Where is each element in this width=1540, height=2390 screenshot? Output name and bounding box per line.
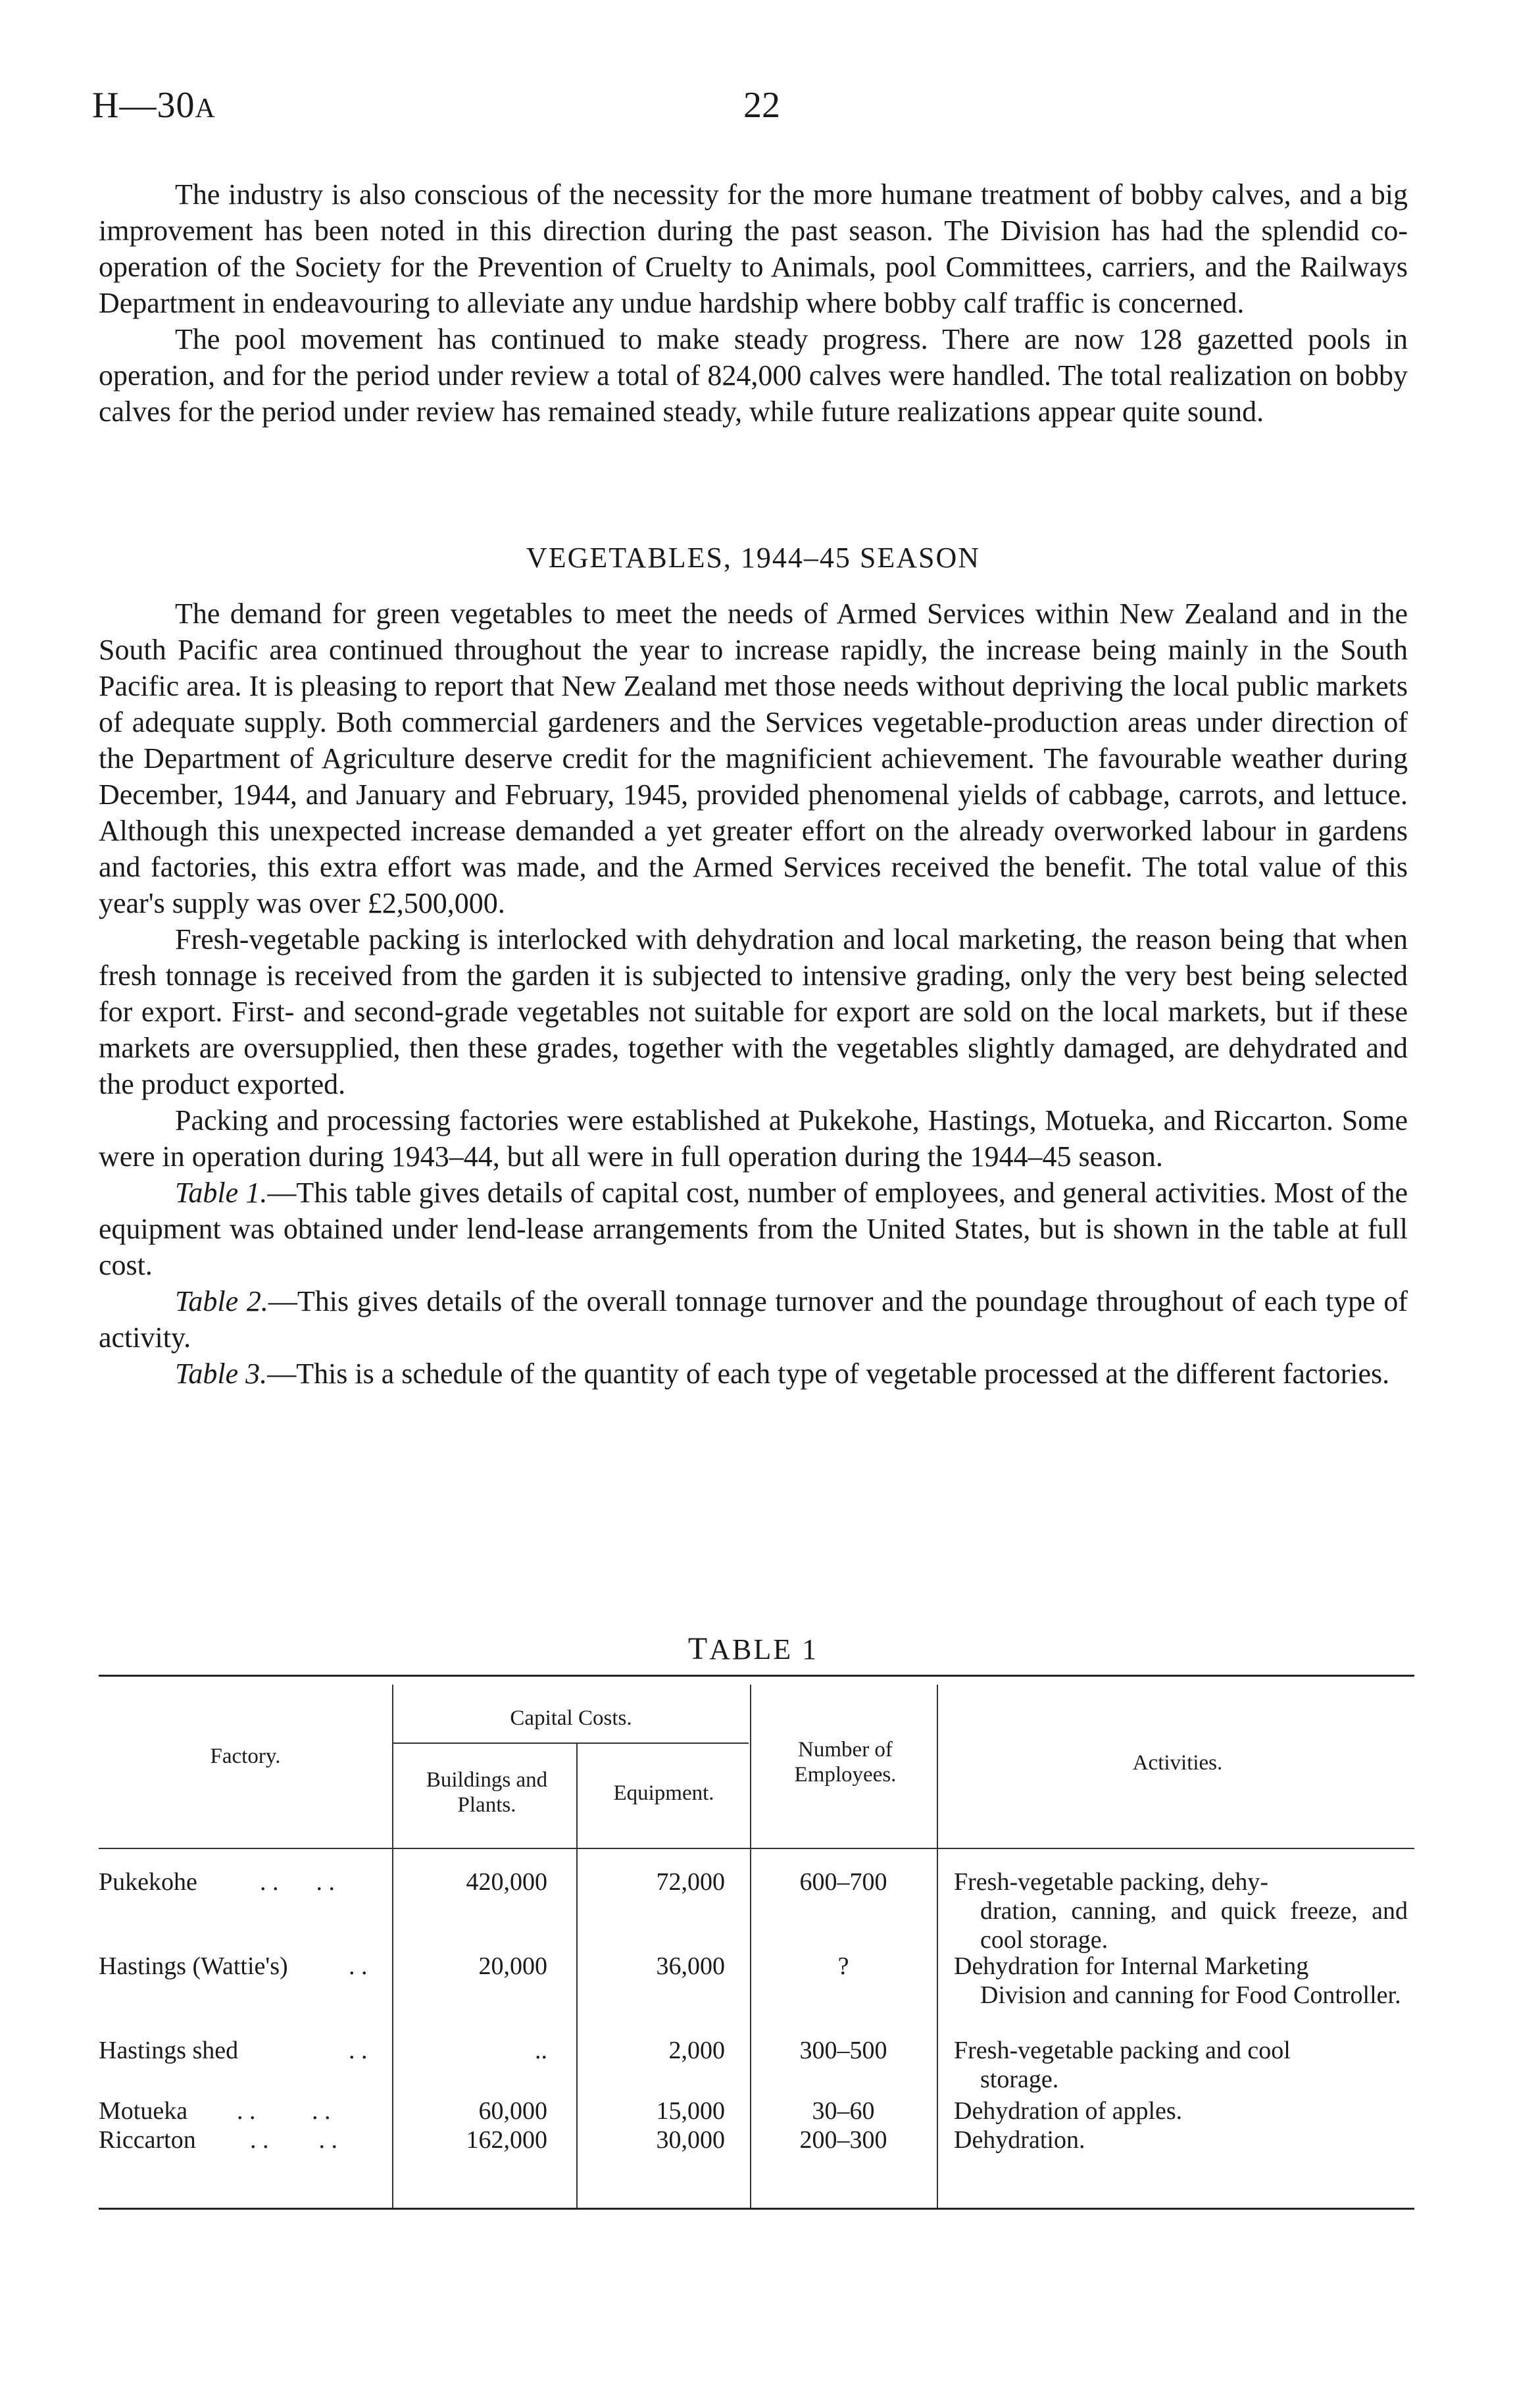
- header-equipment: Equipment.: [613, 1781, 714, 1805]
- header-employees: Number of Employees.: [794, 1738, 897, 1787]
- table-note: Table 2.—This gives details of the overall tonnage turnover and the poundage throughout of each type of activity.: [99, 1285, 1408, 1354]
- page-number: 22: [743, 85, 780, 126]
- cell-employees: 30–60: [812, 2097, 875, 2125]
- leader-dots: . . . .: [237, 2097, 331, 2125]
- cell-factory: Hastings (Wattie's): [99, 1952, 288, 1980]
- capital-costs-rule: [393, 1742, 749, 1744]
- table-top-rule: [99, 1675, 1414, 1677]
- table-title: TABLE 1: [687, 1631, 819, 1666]
- header-buildings: Buildings and Plants.: [426, 1768, 548, 1817]
- cell-activities: Dehydration of apples.: [954, 2097, 1183, 2125]
- leader-dots: . .: [349, 2037, 368, 2064]
- cell-buildings: 20,000: [478, 1952, 547, 1980]
- paragraph: The demand for green vegetables to meet the needs of Armed Services within New Zealand and in the South Pacific area continued throughout the year to increase rapidly, the increase being mainly in the South Pacific area. It is pleasing to report that New Zealand met those needs without depriving the local public markets of adequate supply. Both commercial gardeners and the Services vegetable-production areas under direction of the Department of Agriculture deserve credit for the magnificient achievement. The favourable weather during December, 1944, and January and February, 1945, provided phenomenal yields of cabbage, carrots, and lettuce. Although this unexpected increase demanded a yet greater effort on the already overworked labour in gardens and factories, this extra effort was made, and the Armed Services received the benefit. The total value of this year's supply was over £2,500,000.: [99, 598, 1408, 919]
- table-note: Table 1.—This table gives details of capital cost, number of employees, and general activities. Most of the equipment was obtained under lend-lease arrangements from the United States, but is shown in the table at full cost.: [99, 1177, 1408, 1281]
- leader-dots: . . . .: [260, 1868, 335, 1896]
- cell-factory: Riccarton: [99, 2126, 196, 2154]
- table-note-label: Table 1.: [175, 1177, 268, 1209]
- cell-activities: Fresh-vegetable packing and cool storage.: [954, 2037, 1291, 2093]
- cell-activities: Fresh-vegetable packing, dehy- dration, canning, and quick freeze, and cool storage.: [954, 1868, 1408, 1954]
- paragraph: Packing and processing factories were established at Pukekohe, Hastings, Motueka, and Riccarton. Some were in operation during 1943–44, but all were in full operation during the 1944–45 season.: [99, 1104, 1408, 1173]
- paragraph: The pool movement has continued to make steady progress. There are now 128 gazetted pools in operation, and for the period under review a total of 824,000 calves were handled. The total realization on bobby calves for the period under review has remained steady, while future realizations appear quite sound.: [99, 323, 1408, 428]
- header-factory: Factory.: [210, 1744, 281, 1768]
- cell-equipment: 36,000: [656, 1952, 725, 1980]
- document-reference: H—30A: [92, 85, 216, 126]
- table-note-label: Table 2.: [175, 1285, 268, 1317]
- header-capital-costs: Capital Costs.: [510, 1706, 632, 1730]
- header-activities: Activities.: [1132, 1751, 1223, 1775]
- cell-equipment: 15,000: [656, 2097, 725, 2125]
- leader-dots: . . . .: [250, 2126, 337, 2154]
- cell-equipment: 30,000: [656, 2126, 725, 2154]
- cell-employees: 200–300: [799, 2126, 887, 2154]
- section-heading: VEGETABLES, 1944–45 SEASON: [526, 542, 981, 574]
- table-bottom-rule: [99, 2208, 1414, 2210]
- cell-factory: Hastings shed: [99, 2037, 239, 2064]
- cell-employees: 600–700: [799, 1868, 887, 1896]
- cell-factory: Motueka: [99, 2097, 188, 2125]
- cell-buildings: 162,000: [466, 2126, 547, 2154]
- column-divider: [937, 1685, 938, 2208]
- cell-activities: Dehydration for Internal Marketing Division and canning for Food Controller.: [954, 1952, 1401, 2009]
- table-note: Table 3.—This is a schedule of the quantity of each type of vegetable processed at the different factories.: [175, 1358, 1390, 1390]
- paragraph: Fresh-vegetable packing is interlocked with dehydration and local marketing, the reason being that when fresh tonnage is received from the garden it is subjected to intensive grading, only the very best being selected for export. First- and second-grade vegetables not suitable for export are sold on the local markets, but if these markets are oversupplied, then these grades, together with the vegetables slightly damaged, are dehydrated and the product exported.: [99, 923, 1408, 1100]
- table-header-rule: [99, 1848, 1414, 1849]
- cell-buildings: 420,000: [466, 1868, 547, 1896]
- cell-equipment: 2,000: [668, 2037, 725, 2064]
- cell-buildings: 60,000: [478, 2097, 547, 2125]
- cell-equipment: 72,000: [656, 1868, 725, 1896]
- table-note-label: Table 3.: [175, 1358, 268, 1390]
- vegetables-section: [99, 596, 1408, 1392]
- cell-employees: ?: [837, 1952, 849, 1980]
- column-divider: [576, 1742, 578, 2208]
- paragraph: The industry is also conscious of the necessity for the more humane treatment of bobby calves, and a big improvement has been noted in this direction during the past season. The Division has had the splendid co-operation of the Society for the Prevention of Cruelty to Animals, pool Committees, carriers, and the Railways Department in endeavouring to alleviate any undue hardship where bobby calf traffic is concerned.: [99, 178, 1408, 319]
- column-divider: [392, 1685, 393, 2208]
- cell-factory: Pukekohe: [99, 1868, 197, 1896]
- cell-activities: Dehydration.: [954, 2126, 1085, 2154]
- leader-dots: . .: [349, 1952, 368, 1980]
- intro-section: [99, 176, 1408, 430]
- cell-employees: 300–500: [799, 2037, 887, 2064]
- cell-buildings: ..: [535, 2037, 547, 2064]
